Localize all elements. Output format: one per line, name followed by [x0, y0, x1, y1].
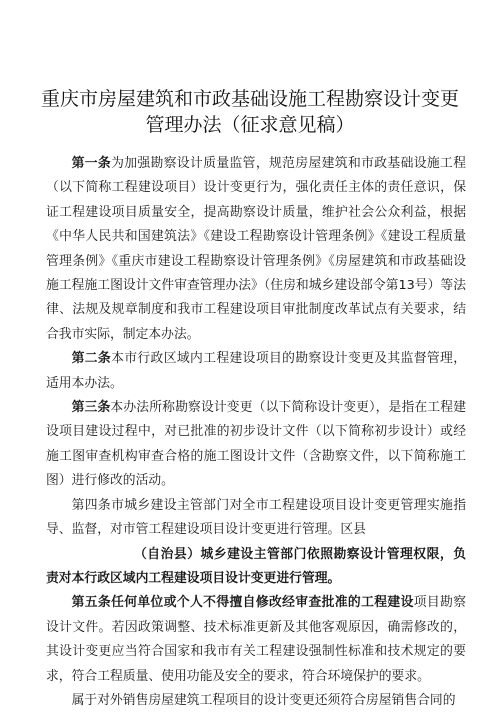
article-3	[46, 396, 466, 494]
article-1-text: 为加强勘察设计质量监管，规范房屋建筑和市政基础设施工程（以下简称工程建设项目）设计变更行为，强化责任主体的责任意识，保证工程建设项目质量安全，提高勘察设计质量，维护社会公众利益，根据《中华人民共和国建筑法》《建设工程勘察设计管理条例》《建设工程质量管理条例》《重庆市建设工程勘察设计管理条例》《房屋建筑和市政基础设施工程施工图设计文件审查管理办法》（住房和城乡建设部令第13号）等法律、法规及规章制度和我市工程建设项目审批制度改革试点有关要求，结合我市实际，制定本办法。	[46, 156, 467, 342]
article-1	[46, 152, 466, 347]
article-5-heading: 第五条任何单位或个人不得擅自修改经审查批准的工程建设	[71, 595, 414, 611]
article-4-continued-text: （自治县）城乡建设主管部门依照勘察设计管理权限，负责对本行政区域内工程建设项目设计变更进行管理。	[46, 546, 466, 586]
article-5-sales-clause	[46, 689, 466, 713]
article-3-heading: 第三条	[71, 400, 111, 416]
document-title: 重庆市房屋建筑和市政基础设施工程勘察设计变更管理办法（征求意见稿）	[40, 88, 459, 136]
article-4	[46, 494, 466, 543]
article-1-heading: 第一条	[71, 156, 112, 171]
article-5-sales-clause-text: 属于对外销售房屋建筑工程项目的设计变更还须符合房屋销售合同的	[71, 692, 456, 708]
document-body	[46, 152, 466, 713]
article-2-heading: 第二条	[71, 351, 112, 367]
article-2-text: 本市行政区域内工程建设项目的勘察设计变更及其监督管理，适用本办法。	[46, 351, 467, 391]
article-2	[46, 347, 466, 396]
article-4-continued	[46, 543, 466, 592]
article-5	[46, 591, 466, 689]
article-4-text: 第四条市城乡建设主管部门对全市工程建设项目设计变更管理实施指导、监督，对市管工程建设项目设计变更进行管理。区县	[46, 497, 466, 538]
article-5-text: 项目勘察设计文件。若因政策调整、技术标准更新及其他客观原因，确需修改的，其设计变更应当符合国家和我市有关工程建设强制性标准和技术规定的要求，符合工程质量、使用功能及安全的要求，符合环境保护的要求。	[46, 595, 467, 684]
article-3-text: 本办法所称勘察设计变更（以下简称设计变更），是指在工程建设项目建设过程中，对已批准的初步设计文件（以下简称初步设计）或经施工图审查机构审查合格的施工图设计文件（含勘察文件，以下简称施工图）进行修改的活动。	[46, 400, 467, 489]
